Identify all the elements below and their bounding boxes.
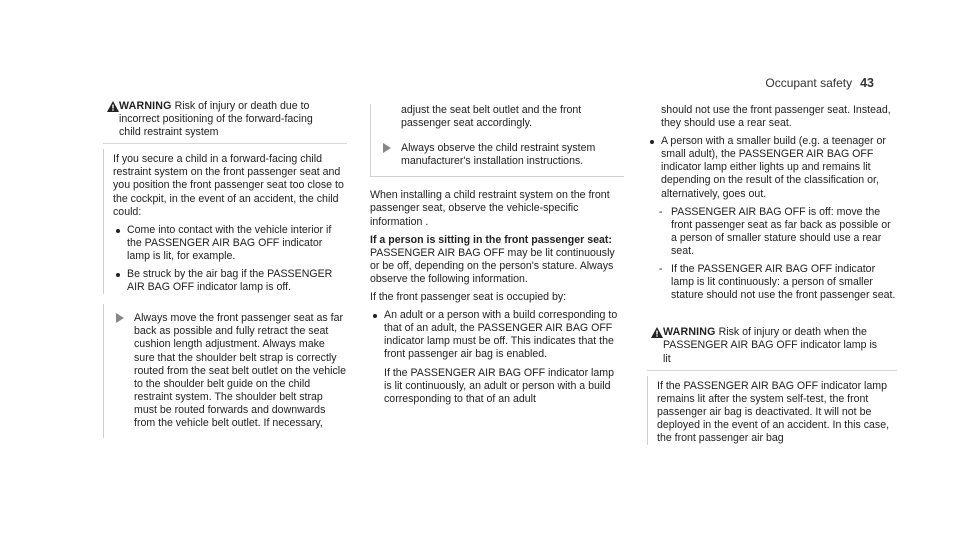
- warning-box: [103, 94, 347, 294]
- list-item: [113, 268, 347, 294]
- tip-arrow-icon: [116, 313, 124, 323]
- dash-item: [647, 206, 897, 258]
- tip-text: Always observe the child restraint system manufacturer's installation instructions.: [401, 142, 596, 168]
- column-1: [103, 94, 347, 450]
- warning-body: [103, 149, 347, 294]
- list-item-text: Be struck by the air bag if the PASSENGER AIR BAG OFF indicator lamp is off.: [127, 268, 333, 294]
- tip-box-continued: [370, 104, 624, 177]
- column-3: [647, 104, 897, 450]
- list-item-text: Come into contact with the vehicle interior if the PASSENGER AIR BAG OFF indicator lamp is lit, for example.: [127, 223, 332, 262]
- bullet-list: [647, 135, 897, 200]
- warning-body: [647, 376, 897, 445]
- list-item-subtext: If the PASSENGER AIR BAG OFF indicator lamp is lit continuously, an adult or person with a build corresponding to that of an adult: [384, 366, 614, 405]
- warning-box: [647, 320, 897, 445]
- bullet-list: [113, 224, 347, 294]
- divider: [647, 370, 897, 371]
- section-title: Occupant safety: [765, 76, 853, 90]
- bullet-icon: [373, 314, 377, 318]
- warning-title: Risk of injury or death due to incorrect positioning of the forward-facing child restraint system: [119, 100, 313, 139]
- warning-text: If you secure a child in a forward-facing child restraint system on the front passenger seat and you position the front passenger seat too close to the cockpit, in the event of an accident, the child could:: [113, 153, 344, 218]
- tip-continued-text: adjust the seat belt outlet and the front passenger seat accordingly.: [401, 104, 582, 130]
- warning-triangle-icon: [651, 327, 663, 338]
- bullet-icon: [116, 229, 120, 233]
- bold-lead: If a person is sitting in the front passenger seat:: [370, 233, 612, 246]
- paragraph: If the front passenger seat is occupied by:: [370, 291, 567, 304]
- warning-label: WARNING: [119, 100, 172, 112]
- dash-icon: -: [659, 263, 663, 276]
- list-item: [370, 309, 624, 406]
- tip-text: Always move the front passenger seat as far back as possible and fully retract the seat cushion length adjustment. Always make sure that the shoulder belt strap is correctly routed from the seat belt outlet on the vehicle to the shoulder belt guide on the child restraint system. The shoulder belt strap must be routed forwards and downwards from the vehicle belt outlet. If necessary,: [134, 312, 347, 429]
- dash-item: [647, 263, 897, 302]
- warning-label: WARNING: [663, 326, 716, 339]
- warning-triangle-icon: [107, 101, 119, 112]
- page-number: 43: [860, 76, 874, 90]
- warning-text: If the PASSENGER AIR BAG OFF indicator lamp remains lit after the system self-test, the front passenger air bag is deactivated. It will not be deployed in the event of an accident. In this case, the front passenger air bag: [657, 379, 890, 444]
- warning-header: [647, 326, 897, 365]
- warning-header: [103, 100, 347, 139]
- dash-item-text: If the PASSENGER AIR BAG OFF indicator lamp is lit continuously: a person of smaller stature should not use the front passenger seat.: [671, 263, 896, 302]
- paragraph-text: PASSENGER AIR BAG OFF may be lit continuously or be off, depending on the person's stature. Always observe the following information.: [370, 246, 615, 285]
- list-item-text: An adult or a person with a build corresponding to that of an adult, the PASSENGER AIR BAG OFF indicator lamp must be off. This indicates that the front passenger air bag is enabled.: [384, 309, 618, 361]
- page-header: [765, 76, 874, 90]
- warning-title: Risk of injury or death when the PASSENGER AIR BAG OFF indicator lamp is lit: [663, 326, 878, 365]
- tip-box: [103, 304, 347, 438]
- list-item: [113, 224, 347, 263]
- tip-arrow-icon: [383, 143, 391, 153]
- column-2: [370, 104, 624, 411]
- divider: [103, 143, 347, 144]
- paragraph: When installing a child restraint system on the front passenger seat, observe the vehicle-specific information .: [370, 189, 610, 228]
- dash-icon: -: [659, 205, 663, 218]
- bullet-list: [370, 309, 624, 406]
- list-item: [647, 135, 897, 200]
- paragraph: [370, 234, 624, 286]
- list-item-text: A person with a smaller build (e.g. a teenager or small adult), the PASSENGER AIR BAG OFF indicator lamp either lights up and remains lit depending on the result of the classification or, alternatively, goes out.: [661, 135, 886, 200]
- dash-item-text: PASSENGER AIR BAG OFF is off: move the front passenger seat as far back as possible or a person of smaller stature should use a rear seat.: [671, 205, 891, 257]
- bullet-icon: [116, 273, 120, 277]
- bullet-icon: [650, 140, 654, 144]
- continued-text: should not use the front passenger seat. Instead, they should use a rear seat.: [661, 104, 891, 130]
